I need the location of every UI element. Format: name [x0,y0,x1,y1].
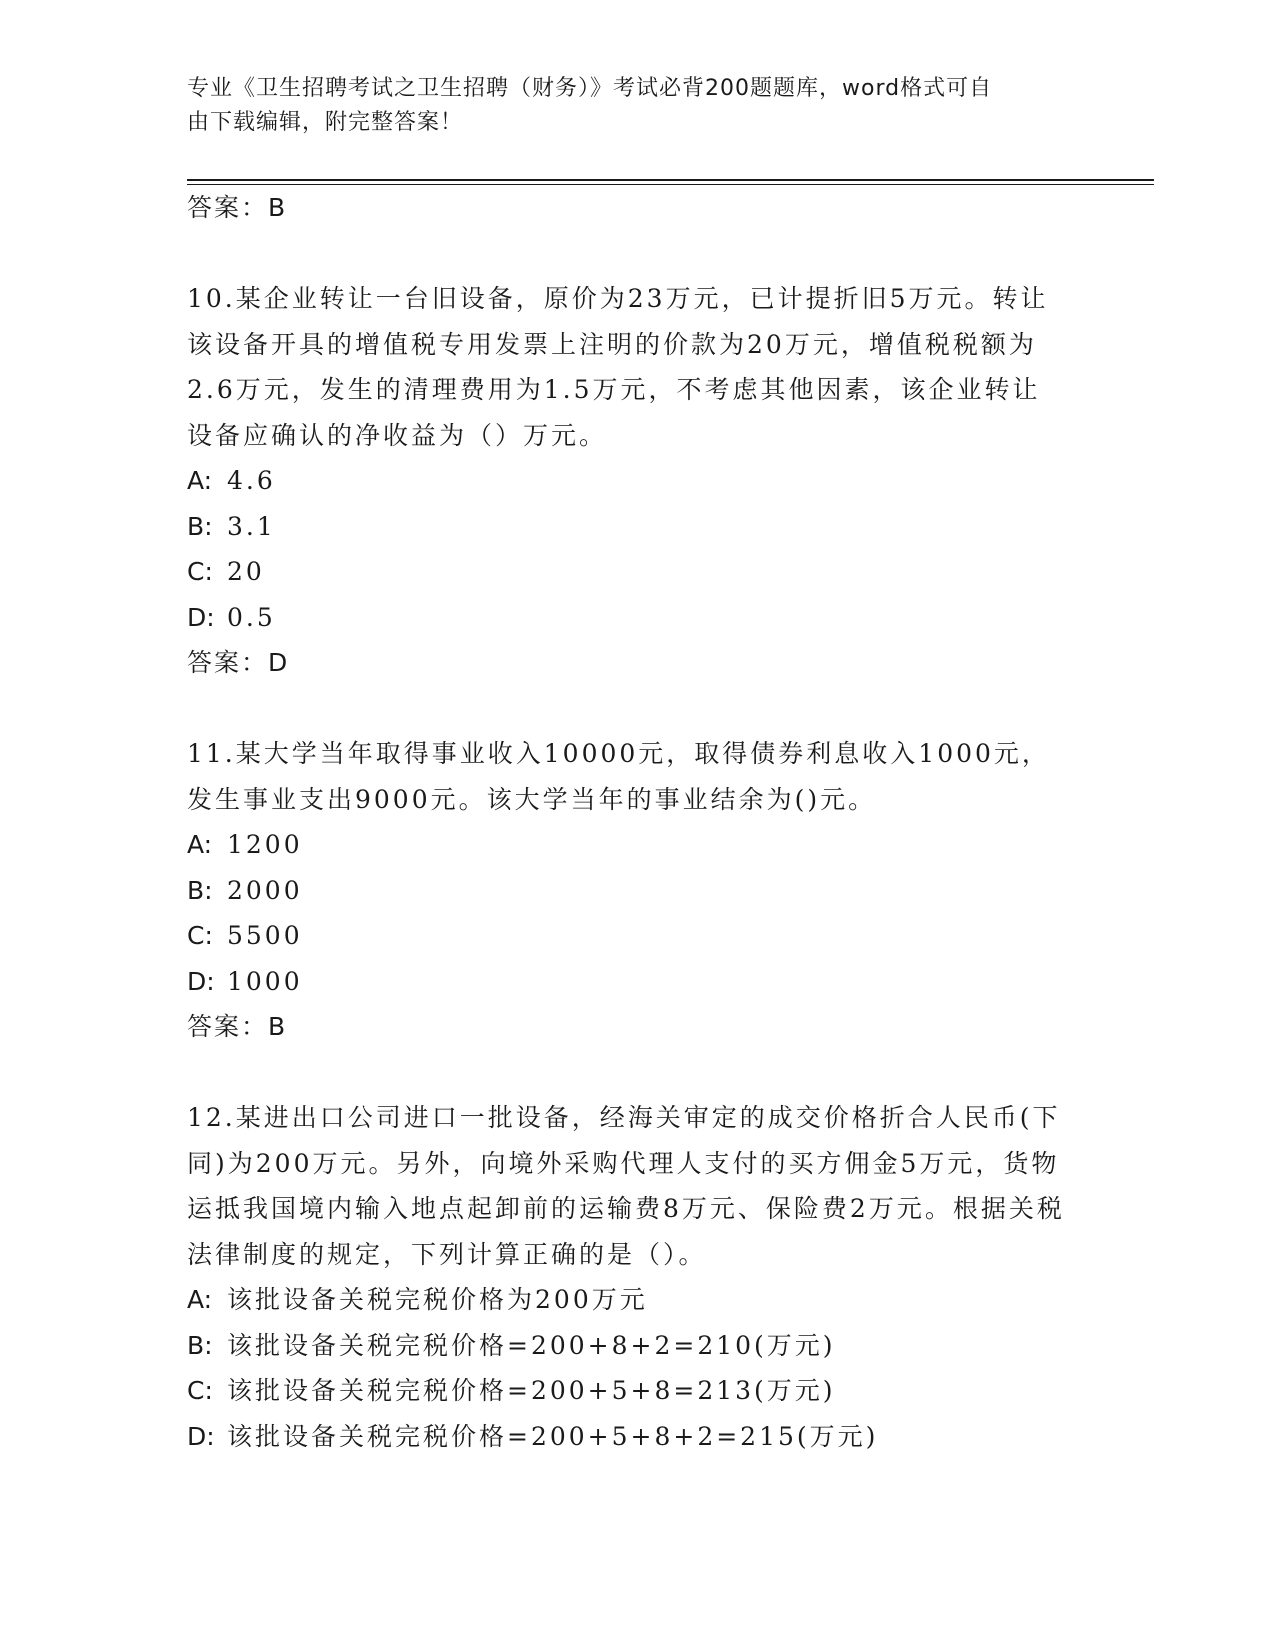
option-b [187,868,1087,914]
question-12 [187,1095,1087,1459]
option-d [187,595,1087,641]
option-value: 1200 [227,830,303,859]
option-value: 该批设备关税完税价格=200+5+8+2=215(万元) [227,1421,879,1451]
question-text: 12.某进出口公司进口一批设备，经海关审定的成交价格折合人民币(下同)为200万元。另外，向境外采购代理人支付的买方佣金5万元，货物运抵我国境内输入地点起卸前的运输费8万元、保险费2万元。根据关税法律制度的规定，下列计算正确的是（）。 [187,1103,1065,1269]
option-b [187,504,1087,550]
option-a [187,822,1087,868]
question-text: 10.某企业转让一台旧设备，原价为23万元，已计提折旧5万元。转让该设备开具的增值税专用发票上注明的价款为20万元，增值税税额为2.6万元，发生的清理费用为1.5万元，不考虑其他因素，该企业转让设备应确认的净收益为（）万元。 [187,284,1049,450]
previous-answer: 答案：B [187,193,288,222]
option-value: 4.6 [227,466,276,495]
option-c [187,913,1087,959]
answer: 答案：B [187,1012,288,1041]
header-line-2: 由下载编辑，附完整答案！ [187,110,464,135]
option-d [187,1414,1087,1460]
option-c [187,1368,1087,1414]
option-key: A: [187,830,213,859]
option-value: 1000 [227,966,303,996]
option-key: C: [187,557,213,586]
option-key: C: [187,1376,213,1405]
option-key: B: [187,511,213,541]
option-value: 5500 [227,921,303,950]
question-11 [187,731,1087,1050]
option-key: D: [187,966,215,996]
option-value: 20 [227,557,265,586]
option-value: 3.1 [227,511,276,541]
option-key: A: [187,466,213,495]
option-key: D: [187,602,215,632]
option-key: B: [187,1330,213,1360]
header-line-1: 专业《卫生招聘考试之卫生招聘（财务）》考试必背200题题库，word格式可自 [187,76,993,101]
option-value: 该批设备关税完税价格=200+5+8=213(万元) [227,1376,836,1405]
header-divider-thick [187,179,1154,181]
document-body [187,185,1087,1459]
option-value: 该批设备关税完税价格=200+8+2=210(万元) [227,1330,836,1360]
option-a [187,458,1087,504]
question-10 [187,276,1087,686]
option-c [187,549,1087,595]
question-text: 11.某大学当年取得事业收入10000元，取得债券利息收入1000元，发生事业支出9000元。该大学当年的事业结余为()元。 [187,739,1050,814]
document-header [187,72,1067,140]
option-a [187,1277,1087,1323]
answer: 答案：D [187,648,290,677]
option-b [187,1323,1087,1369]
option-key: A: [187,1285,213,1314]
option-key: B: [187,875,213,905]
option-d [187,959,1087,1005]
option-value: 2000 [227,875,303,905]
option-value: 0.5 [227,602,276,632]
option-value: 该批设备关税完税价格为200万元 [227,1285,648,1314]
option-key: C: [187,921,213,950]
option-key: D: [187,1421,215,1451]
